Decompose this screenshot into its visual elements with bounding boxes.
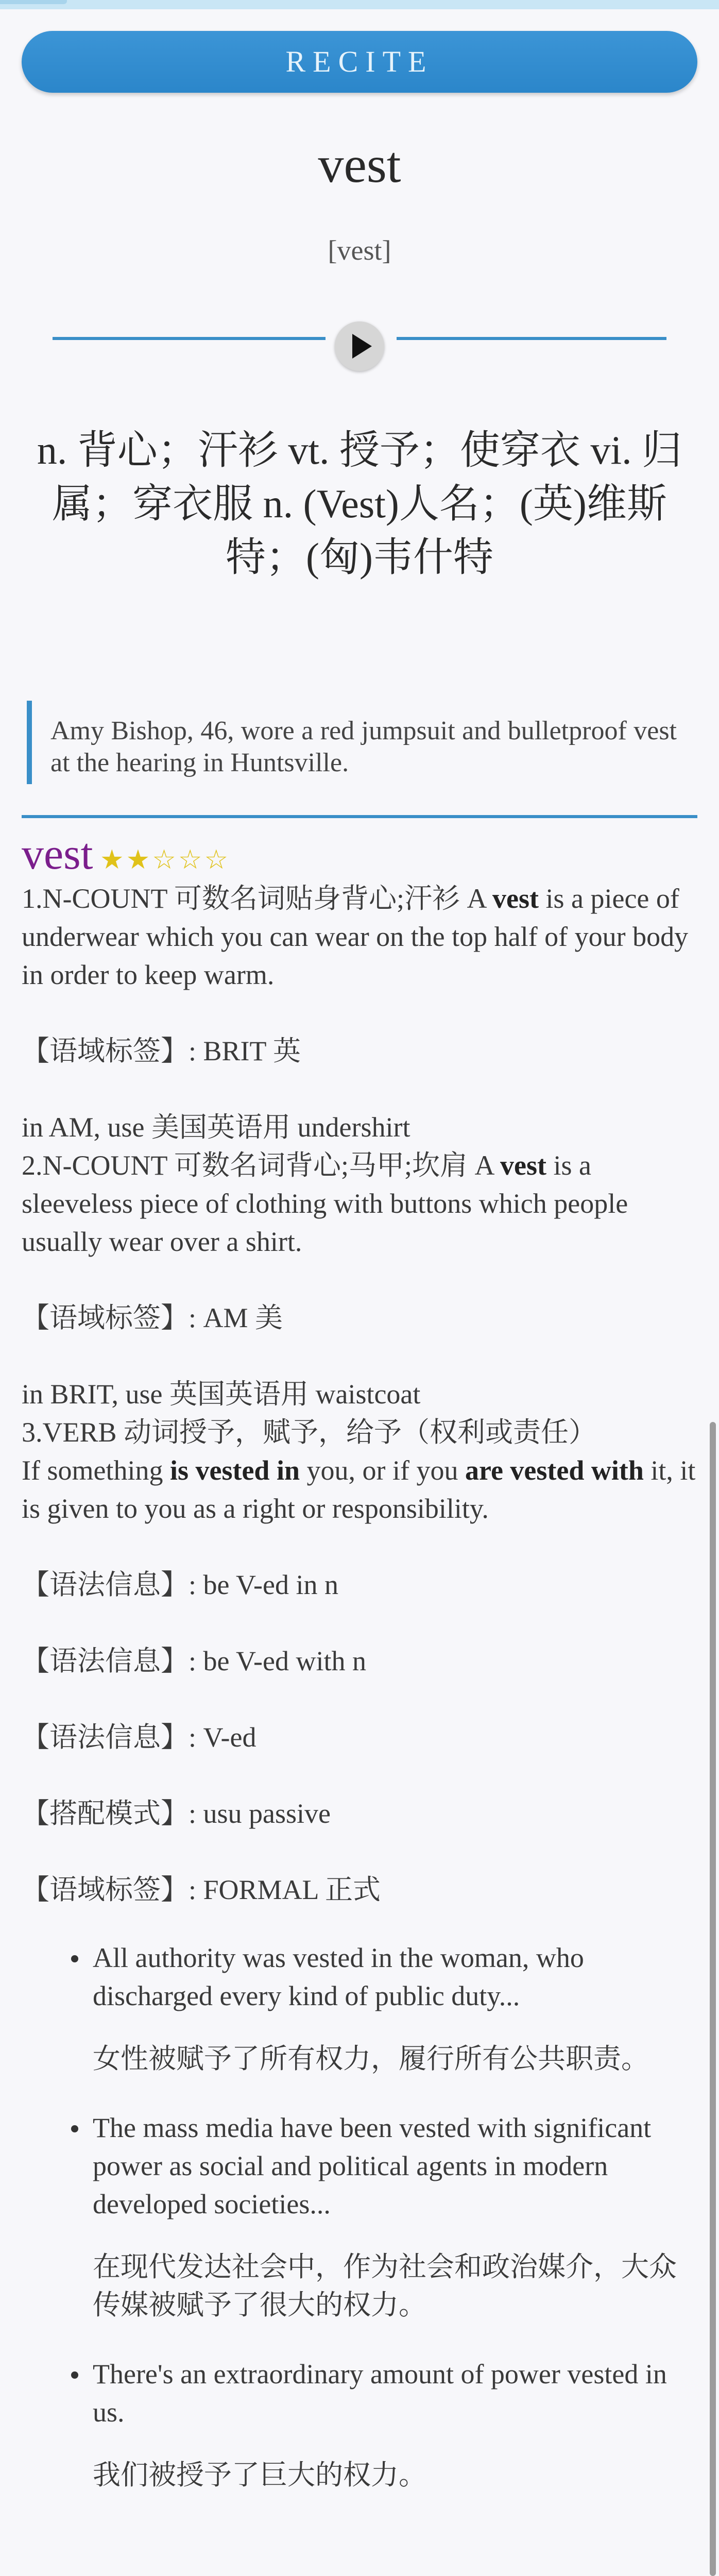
grammar-3: 【语法信息】: V-ed [22, 1722, 256, 1753]
word-title: vest [318, 136, 401, 193]
example-en: The mass media have been vested with significant power as social and political agents in modern developed societies... [93, 2112, 652, 2219]
phonetic-text: [vest] [328, 235, 391, 266]
collocation: 【搭配模式】: usu passive [22, 1798, 331, 1829]
register-formal: 【语域标签】: FORMAL 正式 [22, 1874, 381, 1905]
example-zh: 在现代发达社会中，作为社会和政治媒介，大众传媒被赋予了很大的权力。 [93, 2251, 677, 2320]
sense-3: If something is vested in you, or if you are vested with it, it is given to you as a right or responsibility. [22, 1455, 696, 1524]
sense-1: 1.N-COUNT 可数名词贴身背心;汗衫 A vest is a piece of underwear which you can wear on the top half of your body in order to keep warm. [22, 883, 689, 990]
example-en: All authority was vested in the woman, who discharged every kind of public duty... [93, 1942, 584, 2011]
sense-2-register: 【语域标签】: AM 美 [22, 1302, 283, 1333]
example-en: There's an extraordinary amount of power vested in us. [93, 2359, 667, 2428]
recite-button[interactable]: RECITE [22, 31, 697, 93]
dictionary-entry [22, 829, 697, 2525]
top-tab-strip [0, 0, 719, 9]
example-zh: 我们被授予了巨大的权力。 [93, 2460, 426, 2490]
example-zh: 女性被赋予了所有权力，履行所有公共职责。 [93, 2043, 649, 2074]
frequency-stars-icon: ★★☆☆☆ [100, 845, 231, 875]
sense-3-head: 3.VERB 动词授予，赋予，给予（权利或责任） [22, 1417, 597, 1448]
list-item [22, 1939, 697, 2078]
sense-1-note: in AM, use 美国英语用 undershirt [22, 1112, 410, 1143]
play-icon[interactable] [335, 321, 384, 371]
grammar-2: 【语法信息】: be V-ed with n [22, 1646, 366, 1676]
audio-progress-left[interactable] [53, 337, 326, 340]
grammar-1: 【语法信息】: be V-ed in n [22, 1569, 338, 1600]
example-list [22, 1939, 697, 2494]
entry-header [22, 829, 697, 879]
audio-progress-right[interactable] [397, 337, 666, 340]
section-divider [22, 815, 697, 818]
definition-text: n. 背心；汗衫 vt. 授予；使穿衣 vi. 归属；穿衣服 n. (Vest)人名；(英)维斯特；(匈)韦什特 [37, 428, 682, 580]
entry-headword: vest [22, 829, 93, 878]
list-item [22, 2109, 697, 2324]
example-quote: Amy Bishop, 46, wore a red jumpsuit and bulletproof vest at the hearing in Huntsville. [27, 701, 677, 784]
sense-1-register: 【语域标签】: BRIT 英 [22, 1036, 301, 1066]
scrollbar[interactable] [710, 1422, 716, 2576]
sense-2: 2.N-COUNT 可数名词背心;马甲;坎肩 A vest is a sleeveless piece of clothing with buttons which people usually wear over a shirt. [22, 1150, 628, 1257]
list-item [22, 2355, 697, 2494]
sense-2-note: in BRIT, use 英国英语用 waistcoat [22, 1379, 421, 1410]
